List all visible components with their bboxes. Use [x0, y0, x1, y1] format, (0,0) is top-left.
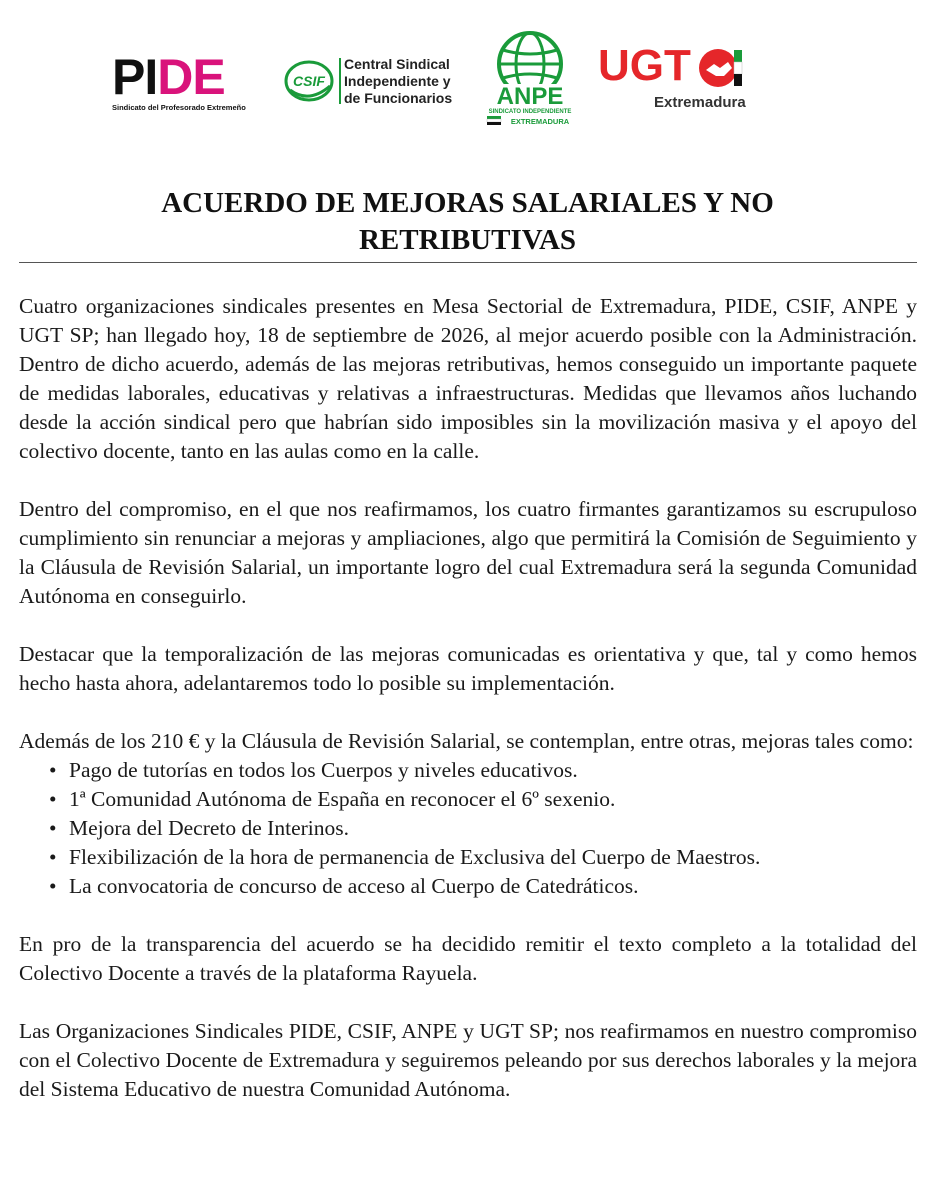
- logo-row: [0, 28, 935, 128]
- paragraph-1: Cuatro organizaciones sindicales presentes en Mesa Sectorial de Extremadura, PIDE, CSIF, ANPE y UGT SP; han llegado hoy, 18 de septiembre de 2026, al mejor acuerdo posible con la Administración. Dentro de dicho acuerdo, además de las mejoras retributivas, hemos conseguido un importante paquete de medidas laborales, educativas y relativas a infraestructuras. Medidas que llevamos años luchando desde la acción sindical pero que habrían sido imposibles sin la movilización masiva y el apoyo del colectivo docente, tanto en las aulas como en la calle.: [19, 294, 917, 463]
- closing-paragraph-2: Las Organizaciones Sindicales PIDE, CSIF, ANPE y UGT SP; nos reafirmamos en nuestro compromiso con el Colectivo Docente de Extremadura y seguiremos peleando por sus derechos laborales y la mejora del Sistema Educativo de nuestra Comunidad Autónoma.: [19, 1019, 917, 1101]
- title-line-2: RETRIBUTIVAS: [358, 224, 577, 256]
- csif-divider: [339, 58, 341, 104]
- ugt-subtitle: Extremadura: [654, 94, 746, 111]
- csif-name-line-1: Central Sindical: [344, 56, 450, 72]
- paragraph-4: Además de los 210 € y la Cláusula de Revisión Salarial, se contemplan, entre otras, mejoras tales como:: [19, 729, 914, 753]
- ugt-logo: [598, 41, 768, 114]
- pide-wordmark: [112, 49, 272, 105]
- list-item: • Mejora del Decreto de Interinos.: [49, 814, 917, 843]
- csif-name: [344, 56, 452, 107]
- csif-badge-icon: [284, 60, 334, 102]
- anpe-logo: [477, 28, 583, 128]
- pide-wordmark-part-b: DE: [157, 49, 225, 105]
- ugt-handshake-icon: [698, 46, 744, 90]
- pide-logo: [112, 49, 272, 112]
- csif-name-line-3: de Funcionarios: [344, 90, 453, 106]
- title-line-1: ACUERDO DE MEJORAS SALARIALES Y NO: [161, 187, 774, 219]
- title-divider: [19, 262, 917, 263]
- list-item: • La convocatoria de concurso de acceso al Cuerpo de Catedráticos.: [49, 872, 917, 901]
- list-item: • Pago de tutorías en todos los Cuerpos y niveles educativos.: [49, 756, 917, 785]
- anpe-wordmark: ANPE: [496, 83, 564, 110]
- list-item: • 1ª Comunidad Autónoma de España en reconocer el 6º sexenio.: [49, 785, 917, 814]
- anpe-line-2: EXTREMADURA: [510, 117, 570, 126]
- ugt-wordmark: UGT: [598, 41, 691, 90]
- anpe-line-1: SINDICATO INDEPENDIENTE: [488, 109, 572, 115]
- document-body: [19, 292, 917, 1133]
- document-title: [110, 185, 825, 259]
- pide-wordmark-part-a: PI: [112, 49, 158, 105]
- csif-logo: [284, 56, 469, 106]
- csif-name-line-2: Independiente y: [344, 73, 451, 89]
- paragraph-3: Destacar que la temporalización de las mejoras comunicadas es orientativa y que, tal y como hemos hecho hasta ahora, adelantaremos todo lo posible su implementación.: [19, 642, 917, 695]
- improvements-list: [19, 756, 917, 901]
- paragraph-2: Dentro del compromiso, en el que nos reafirmamos, los cuatro firmantes garantizamos su escrupuloso cumplimiento sin renunciar a mejoras y ampliaciones, algo que permitirá la Comisión de Seguimiento y la Cláusula de Revisión Salarial, un importante logro del cual Extremadura será la segunda Comunidad Autónoma en conseguirlo.: [19, 497, 917, 608]
- pide-subtitle: Sindicato del Profesorado Extremeño: [112, 103, 246, 112]
- csif-badge-text: CSIF: [293, 73, 325, 89]
- list-item: • Flexibilización de la hora de permanencia de Exclusiva del Cuerpo de Maestros.: [49, 843, 917, 872]
- anpe-globe-icon: [477, 28, 583, 128]
- closing-paragraph-1: En pro de la transparencia del acuerdo se ha decidido remitir el texto completo a la totalidad del Colectivo Docente a través de la plataforma Rayuela.: [19, 932, 917, 985]
